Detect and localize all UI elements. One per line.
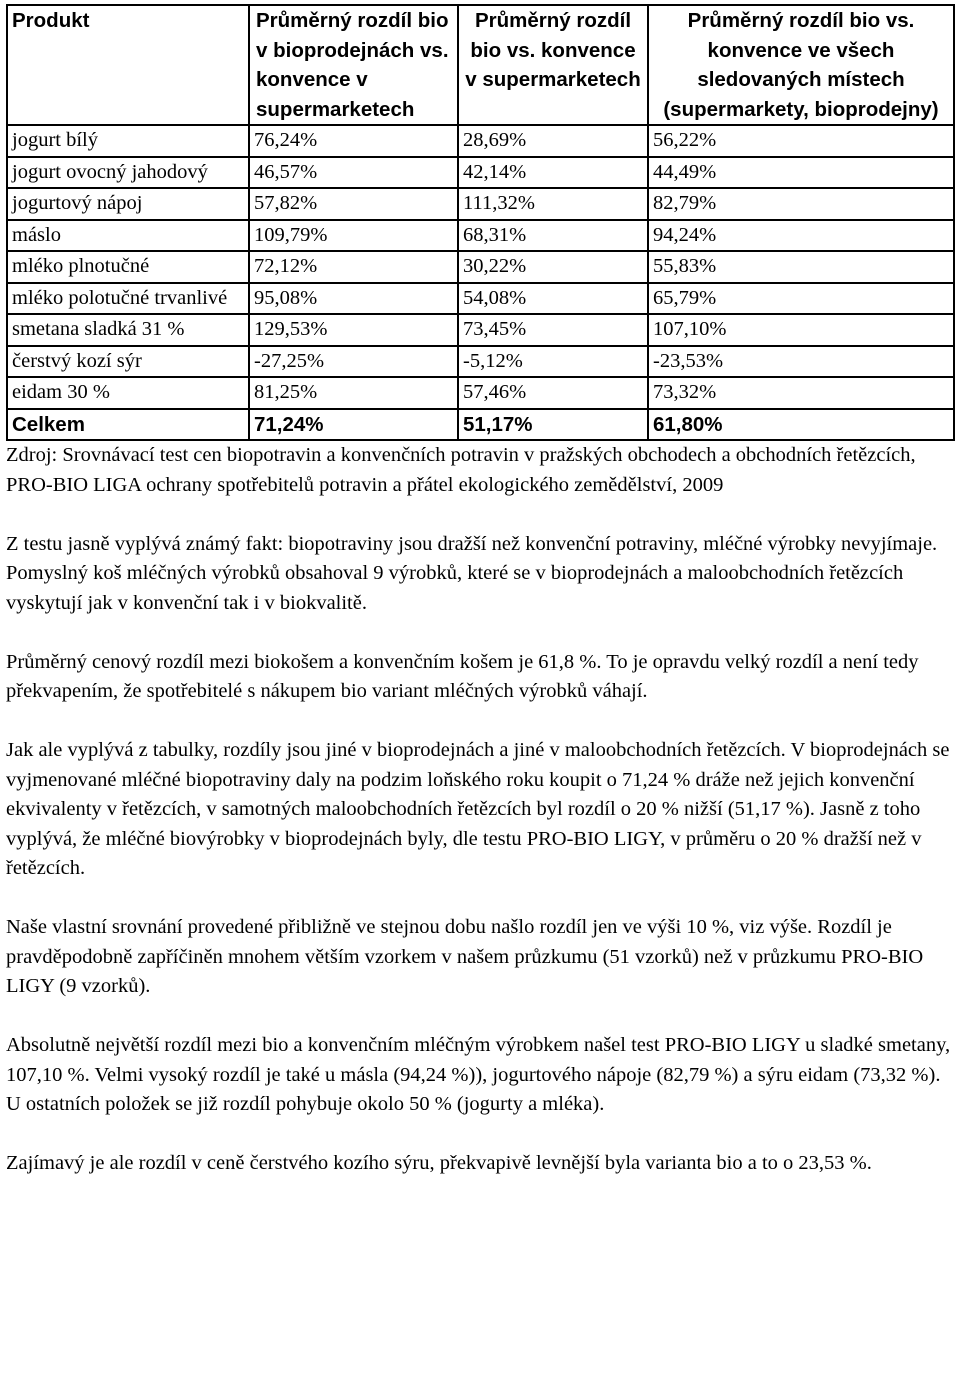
header-supermarket: Průměrný rozdíl bio vs. konvence v supermarketech: [458, 5, 648, 125]
table-row: [7, 377, 954, 409]
paragraph-5: Absolutně největší rozdíl mezi bio a konvenčním mléčným výrobkem našel test PRO-BIO LIGY u sladké smetany, 107,10 %. Velmi vysoký rozdíl je také u másla (94,24 %)), jogurtového nápoje (82,79 %) a sýru eidam (73,32 %). U ostatních položek se již rozdíl pohybuje okolo 50 % (jogurty a mléka).: [6, 1034, 951, 1115]
cell-product: mléko polotučné trvanlivé: [7, 283, 249, 315]
price-comparison-table: [6, 4, 955, 441]
cell-bioshop-vs-supermarket: 129,53%: [249, 314, 458, 346]
cell-product: eidam 30 %: [7, 377, 249, 409]
cell-product: máslo: [7, 220, 249, 252]
table-row: [7, 220, 954, 252]
cell-supermarket: 42,14%: [458, 157, 648, 189]
total-cell-supermarket: 51,17%: [458, 409, 648, 441]
cell-all-places: 94,24%: [648, 220, 954, 252]
paragraph-3: Jak ale vyplývá z tabulky, rozdíly jsou jiné v bioprodejnách a jiné v maloobchodních řetězcích. V bioprodejnách se vyjmenované mléčné biopotraviny daly na podzim loňského roku koupit o 71,24 % dráže než jejich konvenční ekvivalenty v řetězcích, v samotných maloobchodních řetězcích byl rozdíl o 20 % nižší (51,17 %). Jasně z toho vyplývá, že mléčné biovýrobky v bioprodejnách byly, dle testu PRO-BIO LIGY, v průměru o 20 % dražší než v řetězcích.: [6, 739, 950, 879]
cell-supermarket: 28,69%: [458, 125, 648, 157]
total-cell-bioshop-vs-supermarket: 71,24%: [249, 409, 458, 441]
paragraph-6: Zajímavý je ale rozdíl v ceně čerstvého kozího sýru, překvapivě levnější byla varianta bio a to o 23,53 %.: [6, 1152, 872, 1174]
table-row: [7, 346, 954, 378]
header-product: Produkt: [7, 5, 249, 125]
cell-supermarket: 111,32%: [458, 188, 648, 220]
table-row: [7, 125, 954, 157]
cell-product: mléko plnotučné: [7, 251, 249, 283]
cell-bioshop-vs-supermarket: 76,24%: [249, 125, 458, 157]
cell-bioshop-vs-supermarket: 81,25%: [249, 377, 458, 409]
cell-bioshop-vs-supermarket: 72,12%: [249, 251, 458, 283]
cell-product: jogurt bílý: [7, 125, 249, 157]
total-cell-all-places: 61,80%: [648, 409, 954, 441]
cell-supermarket: -5,12%: [458, 346, 648, 378]
cell-all-places: 107,10%: [648, 314, 954, 346]
cell-supermarket: 68,31%: [458, 220, 648, 252]
document: [6, 4, 956, 1179]
cell-bioshop-vs-supermarket: 57,82%: [249, 188, 458, 220]
cell-all-places: 73,32%: [648, 377, 954, 409]
table-row: [7, 251, 954, 283]
table-row: [7, 283, 954, 315]
cell-supermarket: 73,45%: [458, 314, 648, 346]
cell-bioshop-vs-supermarket: 109,79%: [249, 220, 458, 252]
header-all-places: Průměrný rozdíl bio vs. konvence ve všech sledovaných místech (supermarkety, bioprodejny): [648, 5, 954, 125]
cell-all-places: -23,53%: [648, 346, 954, 378]
total-label: Celkem: [7, 409, 249, 441]
table-body: [7, 125, 954, 440]
cell-all-places: 65,79%: [648, 283, 954, 315]
cell-bioshop-vs-supermarket: 46,57%: [249, 157, 458, 189]
paragraph-2: Průměrný cenový rozdíl mezi biokošem a konvenčním košem je 61,8 %. To je opravdu velký rozdíl a není tedy překvapením, že spotřebitelé s nákupem bio variant mléčných výrobků váhají.: [6, 650, 919, 702]
cell-product: čerstvý kozí sýr: [7, 346, 249, 378]
source-note: Zdroj: Srovnávací test cen biopotravin a konvenčních potravin v pražských obchodech a obchodních řetězcích, PRO-BIO LIGA ochrany spotřebitelů potravin a přátel ekologického zemědělství, 2009: [6, 444, 916, 496]
cell-all-places: 55,83%: [648, 251, 954, 283]
header-bioshop-vs-supermarket: Průměrný rozdíl bio v bioprodejnách vs. konvence v supermarketech: [249, 5, 458, 125]
table-row: [7, 188, 954, 220]
cell-bioshop-vs-supermarket: 95,08%: [249, 283, 458, 315]
cell-supermarket: 54,08%: [458, 283, 648, 315]
table-header-row: [7, 5, 954, 125]
cell-product: smetana sladká 31 %: [7, 314, 249, 346]
cell-bioshop-vs-supermarket: -27,25%: [249, 346, 458, 378]
paragraph-4: Naše vlastní srovnání provedené přibližně ve stejnou dobu našlo rozdíl jen ve výši 10 %, viz výše. Rozdíl je pravděpodobně zapříčiněn mnohem větším vzorkem v našem průzkumu (51 vzorků) než v průzkumu PRO-BIO LIGY (9 vzorků).: [6, 916, 924, 997]
cell-all-places: 82,79%: [648, 188, 954, 220]
cell-all-places: 56,22%: [648, 125, 954, 157]
table-row: [7, 157, 954, 189]
table-total-row: [7, 409, 954, 441]
paragraph-1: Z testu jasně vyplývá známý fakt: biopotraviny jsou dražší než konvenční potraviny, mléčné výrobky nevyjímaje. Pomyslný koš mléčných výrobků obsahoval 9 výrobků, které se v bioprodejnách a maloobchodních řetězcích vyskytují jak v konvenční tak i v biokvalitě.: [6, 532, 938, 614]
table-row: [7, 314, 954, 346]
cell-supermarket: 57,46%: [458, 377, 648, 409]
cell-supermarket: 30,22%: [458, 251, 648, 283]
cell-product: jogurt ovocný jahodový: [7, 157, 249, 189]
cell-all-places: 44,49%: [648, 157, 954, 189]
cell-product: jogurtový nápoj: [7, 188, 249, 220]
